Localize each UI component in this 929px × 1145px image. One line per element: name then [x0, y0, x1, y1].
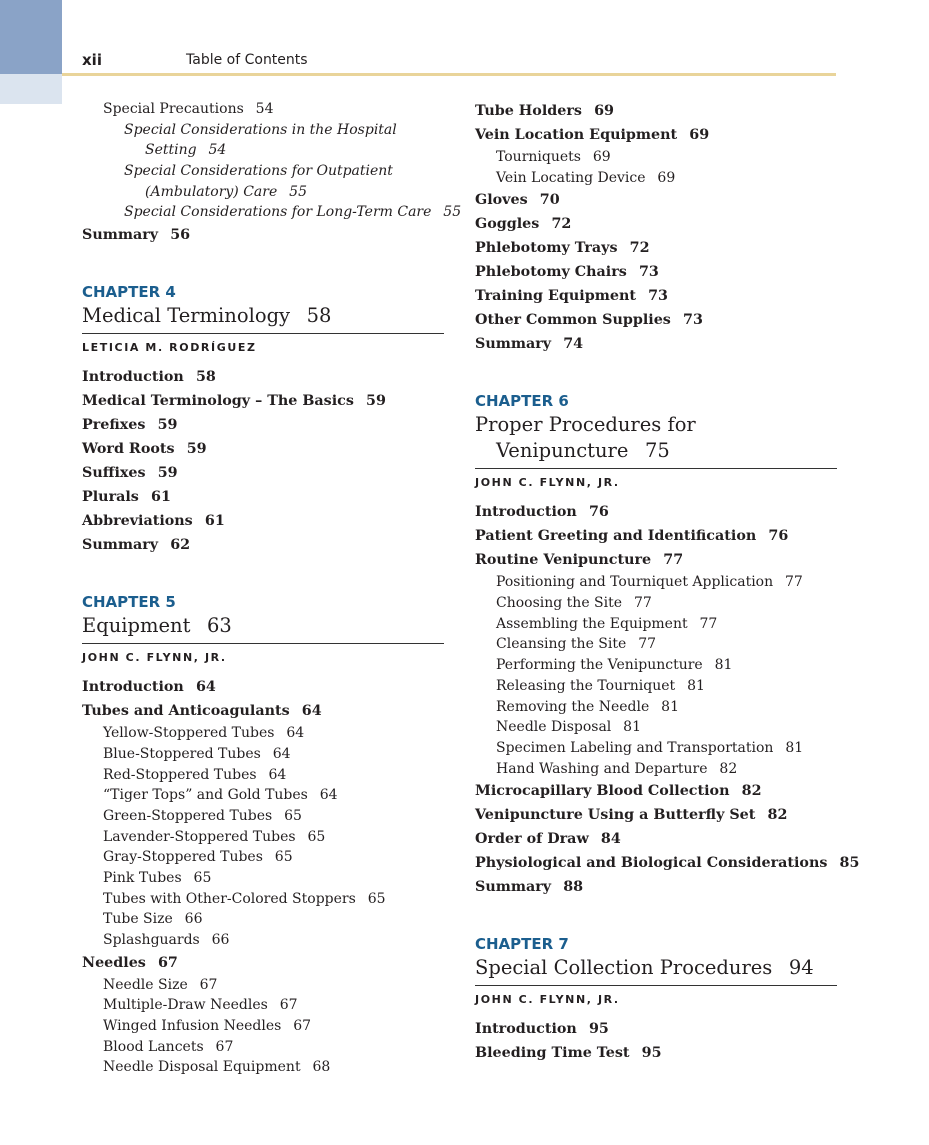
toc-entry[interactable]: Gray-Stoppered Tubes 65	[103, 849, 293, 866]
chapter-title[interactable]: Proper Procedures for Venipuncture 75	[475, 412, 837, 469]
toc-entry[interactable]: Pink Tubes 65	[103, 869, 212, 886]
toc-entry[interactable]: Tubes and Anticoagulants 64	[82, 703, 322, 720]
toc-entry[interactable]: Removing the Needle 81	[496, 698, 679, 715]
toc-entry[interactable]: Physiological and Biological Considerations 85	[475, 855, 860, 872]
toc-entry[interactable]: Special Precautions 54	[103, 101, 274, 117]
toc-entry[interactable]: Introduction 95	[475, 1021, 609, 1038]
toc-entry[interactable]: Introduction 64	[82, 679, 216, 696]
toc-entry[interactable]: Introduction 76	[475, 504, 609, 521]
toc-entry[interactable]: Specimen Labeling and Transportation 81	[496, 739, 804, 756]
toc-entry[interactable]: Choosing the Site 77	[496, 595, 652, 612]
toc-entry[interactable]: Venipuncture Using a Butterfly Set 82	[475, 807, 788, 824]
corner-tab-dark	[0, 0, 62, 74]
toc-entry[interactable]: Tube Size 66	[103, 911, 203, 928]
toc-entry[interactable]: Positioning and Tourniquet Application 77	[496, 574, 803, 591]
toc-entry[interactable]: Performing the Venipuncture 81	[496, 657, 733, 674]
toc-entry[interactable]: Prefixes 59	[82, 417, 178, 434]
chapter-label: CHAPTER 4	[82, 283, 176, 302]
chapter-label: CHAPTER 7	[475, 935, 569, 954]
toc-left-column	[82, 99, 462, 1078]
toc-entry[interactable]: Summary 56	[82, 227, 191, 244]
toc-entry[interactable]: Tourniquets 69	[496, 149, 611, 165]
chapter-label: CHAPTER 5	[82, 593, 176, 612]
toc-entry[interactable]: Green-Stoppered Tubes 65	[103, 807, 302, 824]
page-number: xii	[82, 51, 102, 69]
toc-entry[interactable]: Bleeding Time Test 95	[475, 1045, 662, 1062]
toc-entry[interactable]: Multiple-Draw Needles 67	[103, 997, 298, 1014]
toc-entry[interactable]: Abbreviations 61	[82, 513, 225, 530]
chapter-title[interactable]: Medical Terminology 58	[82, 303, 444, 334]
toc-entry[interactable]: Yellow-Stoppered Tubes 64	[103, 725, 305, 742]
chapter-title[interactable]: Special Collection Procedures 94	[475, 955, 837, 986]
toc-entry[interactable]: Tube Holders 69	[475, 103, 614, 119]
toc-entry[interactable]: Suffixes 59	[82, 465, 178, 482]
chapter-author: JOHN C. FLYNN, JR.	[82, 651, 227, 665]
toc-entry[interactable]: Phlebotomy Trays 72	[475, 240, 650, 257]
toc-entry[interactable]: Needle Disposal 81	[496, 719, 641, 736]
chapter-author: JOHN C. FLYNN, JR.	[475, 476, 620, 490]
toc-entry[interactable]: Winged Infusion Needles 67	[103, 1018, 312, 1035]
toc-entry[interactable]: “Tiger Tops” and Gold Tubes 64	[103, 787, 338, 804]
toc-entry[interactable]: Training Equipment 73	[475, 288, 669, 305]
chapter-author: JOHN C. FLYNN, JR.	[475, 993, 620, 1007]
toc-entry[interactable]: (Ambulatory) Care 55	[145, 183, 307, 200]
toc-entry[interactable]: Vein Locating Device 69	[496, 169, 676, 186]
toc-entry[interactable]: Gloves 70	[475, 192, 560, 209]
toc-entry[interactable]: Microcapillary Blood Collection 82	[475, 783, 762, 800]
chapter-label: CHAPTER 6	[475, 392, 569, 411]
toc-entry[interactable]: Special Considerations in the Hospital	[124, 121, 397, 138]
toc-entry[interactable]: Medical Terminology – The Basics 59	[82, 393, 386, 410]
toc-entry[interactable]: Splashguards 66	[103, 932, 230, 948]
toc-entry[interactable]: Tubes with Other-Colored Stoppers 65	[103, 890, 386, 907]
toc-entry[interactable]: Needles 67	[82, 954, 178, 971]
toc-entry[interactable]: Needle Disposal Equipment 68	[103, 1059, 331, 1076]
toc-entry[interactable]: Phlebotomy Chairs 73	[475, 264, 659, 281]
toc-entry[interactable]: Other Common Supplies 73	[475, 312, 703, 329]
toc-entry[interactable]: Setting 54	[145, 142, 227, 159]
toc-entry[interactable]: Special Considerations for Long-Term Care 55	[124, 204, 462, 221]
toc-entry[interactable]: Vein Location Equipment 69	[475, 127, 710, 143]
toc-entry[interactable]: Plurals 61	[82, 489, 171, 506]
corner-tab-light	[0, 74, 62, 104]
toc-entry[interactable]: Hand Washing and Departure 82	[496, 760, 738, 777]
toc-entry[interactable]: Special Considerations for Outpatient	[124, 163, 393, 180]
toc-entry[interactable]: Summary 88	[475, 879, 584, 896]
toc-entry[interactable]: Summary 62	[82, 537, 191, 554]
toc-entry[interactable]: Word Roots 59	[82, 441, 207, 458]
toc-entry[interactable]: Blood Lancets 67	[103, 1038, 234, 1055]
toc-entry[interactable]: Red-Stoppered Tubes 64	[103, 766, 287, 783]
toc-entry[interactable]: Order of Draw 84	[475, 831, 621, 848]
toc-entry[interactable]: Needle Size 67	[103, 976, 218, 993]
running-title: Table of Contents	[186, 52, 308, 68]
toc-entry[interactable]: Summary 74	[475, 336, 584, 353]
toc-entry[interactable]: Blue-Stoppered Tubes 64	[103, 745, 291, 762]
toc-entry[interactable]: Introduction 58	[82, 369, 216, 386]
toc-right-column	[475, 99, 860, 1065]
toc-entry[interactable]: Releasing the Tourniquet 81	[496, 677, 705, 694]
toc-entry[interactable]: Goggles 72	[475, 216, 572, 233]
header-rule	[62, 73, 836, 76]
toc-entry[interactable]: Assembling the Equipment 77	[496, 615, 718, 632]
toc-entry[interactable]: Lavender-Stoppered Tubes 65	[103, 828, 326, 845]
toc-entry[interactable]: Cleansing the Site 77	[496, 636, 657, 653]
toc-entry[interactable]: Patient Greeting and Identification 76	[475, 528, 789, 545]
toc-entry[interactable]: Routine Venipuncture 77	[475, 552, 684, 569]
chapter-author: LETICIA M. RODRÍGUEZ	[82, 341, 257, 355]
chapter-title[interactable]: Equipment 63	[82, 613, 444, 644]
